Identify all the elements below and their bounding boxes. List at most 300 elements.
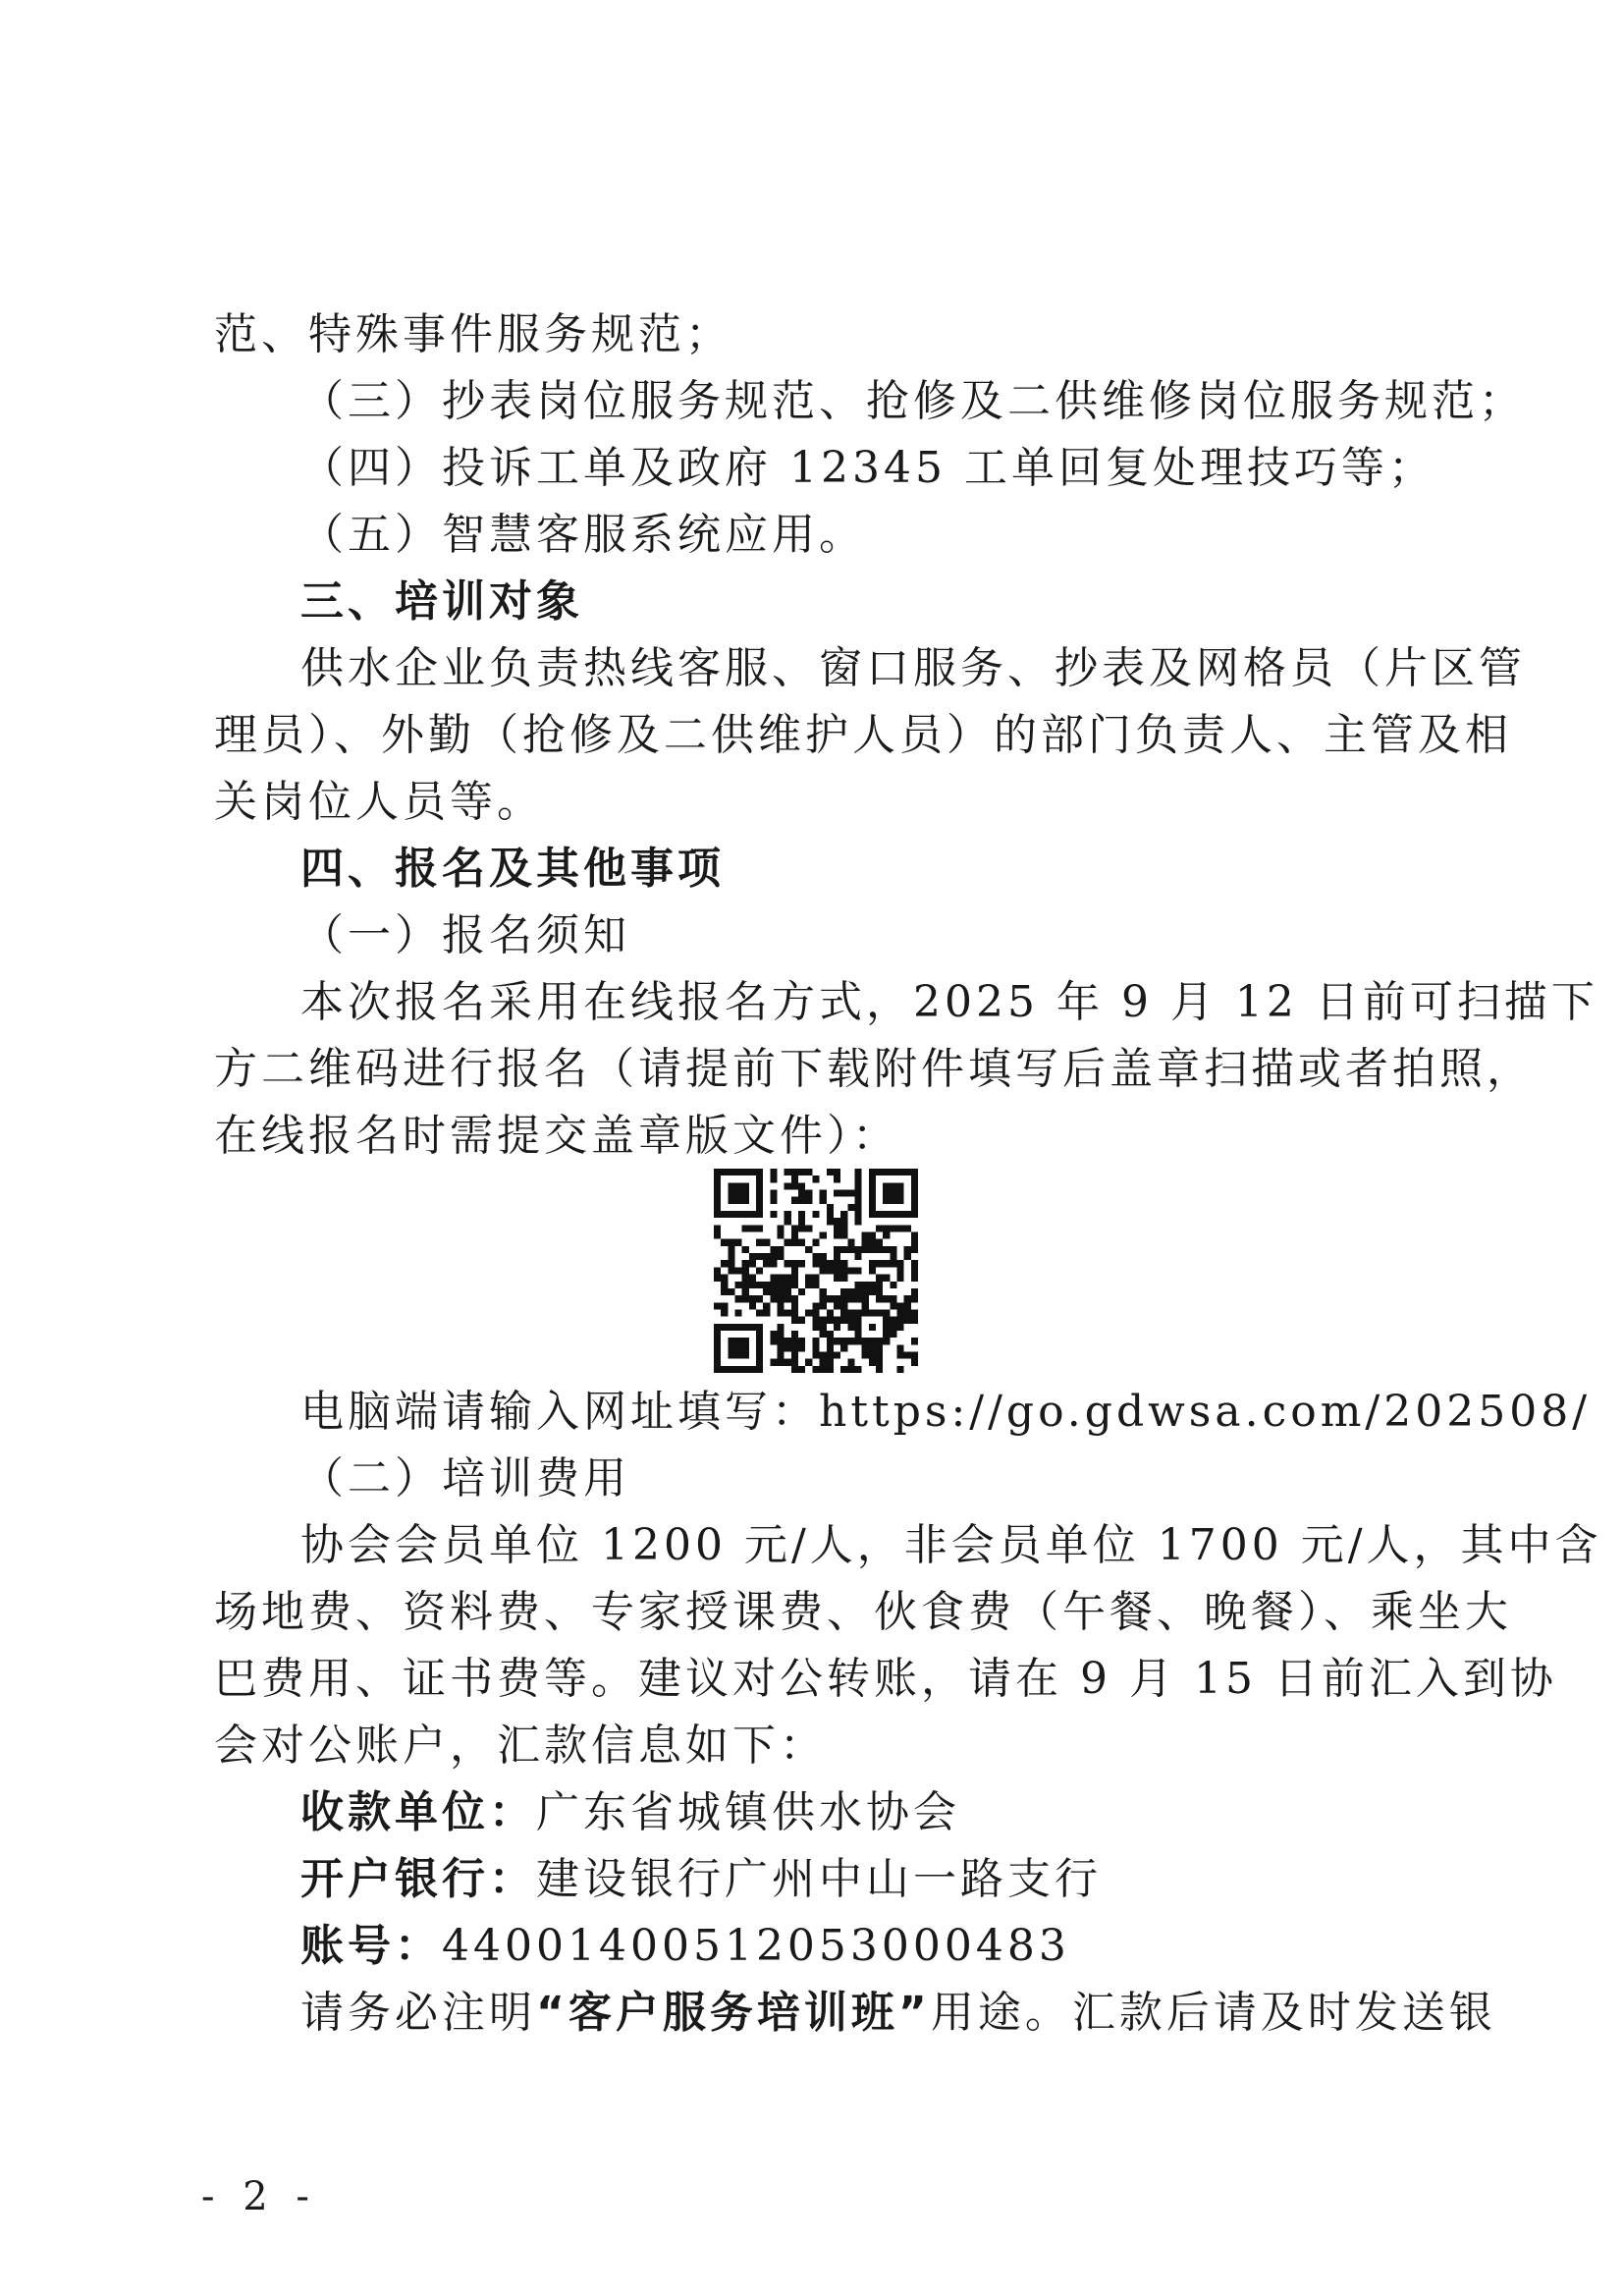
qr-module — [798, 1344, 805, 1351]
qr-module — [911, 1169, 918, 1175]
qr-module — [827, 1211, 834, 1218]
qr-module — [791, 1175, 798, 1182]
qr-module — [791, 1275, 798, 1282]
qr-module — [714, 1338, 721, 1344]
qr-module — [812, 1260, 819, 1267]
qr-module — [890, 1331, 896, 1338]
qr-module — [756, 1366, 763, 1373]
qr-module — [890, 1282, 896, 1288]
qr-module — [756, 1338, 763, 1344]
qr-module — [876, 1246, 883, 1253]
qr-module — [890, 1197, 896, 1204]
qr-module — [812, 1275, 819, 1282]
qr-module — [742, 1225, 749, 1231]
qr-module — [869, 1182, 876, 1189]
payee-value: 广东省城镇供水协会 — [536, 1787, 960, 1837]
qr-module — [896, 1197, 903, 1204]
qr-module — [862, 1282, 869, 1288]
qr-module — [798, 1260, 805, 1267]
qr-module — [728, 1260, 734, 1267]
qr-module — [883, 1246, 890, 1253]
qr-module — [756, 1253, 763, 1260]
qr-module — [904, 1246, 911, 1253]
qr-module — [735, 1169, 742, 1175]
qr-module — [735, 1267, 742, 1274]
qr-module — [798, 1288, 805, 1295]
qr-module — [820, 1197, 827, 1204]
qr-module — [784, 1344, 791, 1351]
qr-module — [834, 1338, 840, 1344]
qr-module — [890, 1295, 896, 1302]
qr-module — [756, 1175, 763, 1182]
qr-module — [728, 1197, 734, 1204]
qr-module — [890, 1225, 896, 1231]
qr-module — [896, 1182, 903, 1189]
qr-module — [847, 1190, 854, 1197]
qr-module — [834, 1246, 840, 1253]
qr-module — [854, 1211, 861, 1218]
qr-module — [791, 1344, 798, 1351]
qr-module — [883, 1275, 890, 1282]
qr-module — [911, 1239, 918, 1246]
qr-module — [876, 1288, 883, 1295]
qr-module — [869, 1246, 876, 1253]
qr-module — [854, 1288, 861, 1295]
qr-module — [791, 1267, 798, 1274]
qr-module — [742, 1282, 749, 1288]
qr-module — [791, 1331, 798, 1338]
qr-module — [784, 1338, 791, 1344]
qr-module — [834, 1232, 840, 1239]
qr-module — [714, 1344, 721, 1351]
qr-module — [756, 1182, 763, 1189]
qr-module — [862, 1232, 869, 1239]
qr-module — [854, 1190, 861, 1197]
qr-module — [840, 1309, 847, 1316]
qr-module — [911, 1359, 918, 1366]
qr-module — [854, 1169, 861, 1175]
qr-module — [827, 1218, 834, 1225]
qr-module — [876, 1260, 883, 1267]
qr-module — [896, 1260, 903, 1267]
qr-module — [778, 1344, 784, 1351]
qr-module — [862, 1295, 869, 1302]
qr-module — [735, 1197, 742, 1204]
qr-module — [812, 1338, 819, 1344]
qr-module — [820, 1302, 827, 1309]
qr-module — [883, 1309, 890, 1316]
qr-module — [805, 1190, 812, 1197]
qr-module — [714, 1302, 721, 1309]
qr-module — [883, 1338, 890, 1344]
qr-module — [770, 1288, 777, 1295]
qr-module — [728, 1267, 734, 1274]
qr-module — [742, 1338, 749, 1344]
qr-module — [834, 1253, 840, 1260]
qr-module — [812, 1317, 819, 1324]
qr-module — [791, 1169, 798, 1175]
fee-text-line-4: 会对公账户，汇款信息如下： — [214, 1721, 827, 1771]
qr-module — [862, 1344, 869, 1351]
qr-module — [742, 1169, 749, 1175]
qr-code-icon[interactable] — [714, 1169, 918, 1373]
fee-text-line-2: 场地费、资料费、专家授课费、伙食费（午餐、晚餐）、乘坐大 — [214, 1587, 1512, 1637]
qr-module — [770, 1331, 777, 1338]
fee-text-line-3: 巴费用、证书费等。建议对公转账，请在 9 月 15 日前汇入到协 — [214, 1654, 1557, 1704]
qr-module — [770, 1359, 777, 1366]
qr-module — [834, 1351, 840, 1358]
qr-module — [827, 1331, 834, 1338]
qr-module — [847, 1239, 854, 1246]
qr-module — [728, 1344, 734, 1351]
qr-module — [770, 1175, 777, 1182]
qr-module — [756, 1282, 763, 1288]
qr-module — [798, 1190, 805, 1197]
qr-module — [847, 1338, 854, 1344]
qr-module — [778, 1302, 784, 1309]
qr-module — [784, 1275, 791, 1282]
qr-module — [834, 1302, 840, 1309]
qr-module — [911, 1295, 918, 1302]
qr-module — [820, 1190, 827, 1197]
qr-module — [820, 1295, 827, 1302]
qr-module — [904, 1302, 911, 1309]
qr-module — [911, 1260, 918, 1267]
bank-row — [300, 1847, 1417, 1912]
qr-module — [763, 1253, 770, 1260]
qr-module — [854, 1282, 861, 1288]
qr-module — [883, 1211, 890, 1218]
qr-module — [820, 1288, 827, 1295]
qr-module — [911, 1232, 918, 1239]
qr-module — [791, 1225, 798, 1231]
qr-module — [770, 1197, 777, 1204]
qr-module — [820, 1366, 827, 1373]
qr-module — [742, 1246, 749, 1253]
qr-module — [749, 1302, 756, 1309]
qr-module — [721, 1288, 728, 1295]
qr-module — [791, 1197, 798, 1204]
qr-module — [862, 1309, 869, 1316]
qr-module — [721, 1275, 728, 1282]
qr-module — [791, 1182, 798, 1189]
qr-module — [784, 1288, 791, 1295]
qr-module — [834, 1175, 840, 1182]
qr-module — [735, 1182, 742, 1189]
qr-module — [728, 1351, 734, 1358]
qr-module — [728, 1366, 734, 1373]
qr-module — [820, 1317, 827, 1324]
qr-module — [721, 1309, 728, 1316]
qr-module — [862, 1302, 869, 1309]
note-highlight: “客户服务培训班” — [536, 1988, 931, 2038]
qr-module — [728, 1239, 734, 1246]
qr-module — [869, 1197, 876, 1204]
qr-module — [834, 1190, 840, 1197]
qr-module — [847, 1267, 854, 1274]
qr-module — [714, 1275, 721, 1282]
registration-text-line-2: 方二维码进行报名（请提前下载附件填写后盖章扫描或者拍照， — [214, 1044, 1534, 1094]
qr-module — [791, 1338, 798, 1344]
qr-module — [735, 1282, 742, 1288]
qr-module — [784, 1309, 791, 1316]
qr-module — [840, 1366, 847, 1373]
qr-module — [904, 1253, 911, 1260]
qr-module — [827, 1309, 834, 1316]
qr-module — [911, 1288, 918, 1295]
qr-module — [714, 1351, 721, 1358]
qr-module — [840, 1275, 847, 1282]
qr-module — [876, 1338, 883, 1344]
qr-module — [854, 1267, 861, 1274]
qr-module — [820, 1359, 827, 1366]
qr-module — [798, 1239, 805, 1246]
qr-module — [791, 1351, 798, 1358]
qr-module — [854, 1338, 861, 1344]
qr-module — [770, 1282, 777, 1288]
qr-module — [770, 1246, 777, 1253]
qr-module — [791, 1366, 798, 1373]
qr-module — [834, 1267, 840, 1274]
qr-module — [805, 1275, 812, 1282]
qr-module — [896, 1275, 903, 1282]
qr-module — [784, 1239, 791, 1246]
qr-module — [876, 1344, 883, 1351]
qr-module — [869, 1351, 876, 1358]
qr-module — [890, 1182, 896, 1189]
qr-module — [834, 1295, 840, 1302]
qr-module — [805, 1225, 812, 1231]
qr-module — [904, 1309, 911, 1316]
qr-module — [862, 1288, 869, 1295]
qr-module — [714, 1366, 721, 1373]
qr-module — [869, 1204, 876, 1211]
qr-module — [840, 1232, 847, 1239]
payee-row — [300, 1780, 1417, 1845]
qr-module — [896, 1317, 903, 1324]
qr-module — [911, 1182, 918, 1189]
qr-module — [742, 1351, 749, 1358]
qr-module — [749, 1282, 756, 1288]
qr-module — [805, 1169, 812, 1175]
qr-module — [798, 1225, 805, 1231]
qr-module — [827, 1338, 834, 1344]
qr-module — [869, 1344, 876, 1351]
qr-module — [812, 1239, 819, 1246]
qr-module — [869, 1324, 876, 1331]
qr-module — [749, 1366, 756, 1373]
qr-module — [883, 1197, 890, 1204]
qr-module — [820, 1324, 827, 1331]
qr-module — [876, 1211, 883, 1218]
qr-module — [791, 1232, 798, 1239]
qr-module — [728, 1211, 734, 1218]
qr-module — [728, 1324, 734, 1331]
qr-module — [749, 1324, 756, 1331]
qr-module — [827, 1260, 834, 1267]
qr-module — [904, 1225, 911, 1231]
qr-module — [883, 1169, 890, 1175]
qr-module — [756, 1197, 763, 1204]
qr-module — [854, 1182, 861, 1189]
qr-module — [840, 1218, 847, 1225]
qr-module — [714, 1232, 721, 1239]
qr-module — [742, 1260, 749, 1267]
qr-module — [890, 1253, 896, 1260]
qr-module — [805, 1282, 812, 1288]
qr-module — [812, 1366, 819, 1373]
qr-module — [778, 1351, 784, 1358]
qr-module — [756, 1225, 763, 1231]
qr-module — [778, 1253, 784, 1260]
qr-module — [890, 1211, 896, 1218]
qr-module — [784, 1211, 791, 1218]
qr-module — [904, 1317, 911, 1324]
qr-module — [820, 1260, 827, 1267]
qr-module — [904, 1211, 911, 1218]
qr-module — [721, 1211, 728, 1218]
qr-module — [876, 1359, 883, 1366]
qr-module — [742, 1275, 749, 1282]
qr-module — [728, 1288, 734, 1295]
qr-module — [721, 1239, 728, 1246]
qr-module — [778, 1288, 784, 1295]
qr-module — [784, 1182, 791, 1189]
note-prefix: 请务必注明 — [300, 1988, 536, 2038]
section-3-heading: 三、培训对象 — [300, 576, 583, 627]
qr-module — [749, 1169, 756, 1175]
qr-module — [847, 1204, 854, 1211]
qr-module — [784, 1282, 791, 1288]
qr-module — [911, 1197, 918, 1204]
qr-module — [847, 1324, 854, 1331]
qr-module — [862, 1338, 869, 1344]
qr-module — [896, 1302, 903, 1309]
account-value: 44001400512053000483 — [442, 1921, 1070, 1971]
qr-module — [770, 1253, 777, 1260]
qr-module — [735, 1239, 742, 1246]
qr-module — [742, 1295, 749, 1302]
qr-module — [714, 1359, 721, 1366]
qr-module — [904, 1295, 911, 1302]
qr-module — [890, 1190, 896, 1197]
qr-module — [805, 1246, 812, 1253]
qr-module — [883, 1232, 890, 1239]
qr-module — [854, 1317, 861, 1324]
qr-module — [770, 1260, 777, 1267]
qr-module — [862, 1246, 869, 1253]
qr-module — [742, 1288, 749, 1295]
registration-text-line-3: 在线报名时需提交盖章版文件）： — [214, 1111, 899, 1161]
qr-module — [827, 1351, 834, 1358]
qr-module — [791, 1282, 798, 1288]
list-item-5: （五）智慧客服系统应用。 — [300, 510, 866, 560]
registration-text-line-1: 本次报名采用在线报名方式，2025 年 9 月 12 日前可扫描下 — [300, 977, 1598, 1027]
qr-module — [778, 1282, 784, 1288]
qr-module — [911, 1175, 918, 1182]
qr-module — [805, 1197, 812, 1204]
qr-module — [756, 1211, 763, 1218]
qr-module — [798, 1338, 805, 1344]
qr-module — [876, 1295, 883, 1302]
qr-module — [854, 1295, 861, 1302]
qr-module — [756, 1324, 763, 1331]
qr-module — [749, 1253, 756, 1260]
qr-module — [791, 1260, 798, 1267]
qr-module — [721, 1282, 728, 1288]
qr-module — [854, 1366, 861, 1373]
qr-module — [763, 1282, 770, 1288]
qr-module — [763, 1288, 770, 1295]
qr-module — [876, 1366, 883, 1373]
qr-module — [756, 1344, 763, 1351]
qr-module — [721, 1169, 728, 1175]
qr-module — [749, 1295, 756, 1302]
qr-module — [869, 1282, 876, 1288]
qr-module — [735, 1295, 742, 1302]
qr-module — [883, 1317, 890, 1324]
qr-module — [883, 1260, 890, 1267]
qr-module — [890, 1317, 896, 1324]
bank-label: 开户银行： — [300, 1854, 536, 1904]
qr-module — [756, 1267, 763, 1274]
qr-module — [840, 1260, 847, 1267]
qr-module — [911, 1246, 918, 1253]
qr-module — [770, 1169, 777, 1175]
qr-module — [714, 1182, 721, 1189]
subsection-2-heading: （二）培训费用 — [300, 1453, 630, 1503]
qr-module — [827, 1267, 834, 1274]
qr-module — [896, 1169, 903, 1175]
qr-module — [784, 1359, 791, 1366]
qr-module — [770, 1211, 777, 1218]
qr-module — [911, 1211, 918, 1218]
qr-module — [869, 1288, 876, 1295]
qr-module — [896, 1344, 903, 1351]
section-3-text-line-1: 供水企业负责热线客服、窗口服务、抄表及网格员（片区管 — [300, 643, 1526, 693]
qr-module — [798, 1182, 805, 1189]
qr-module — [778, 1324, 784, 1331]
qr-module — [854, 1253, 861, 1260]
qr-module — [714, 1331, 721, 1338]
qr-module — [854, 1331, 861, 1338]
qr-module — [869, 1338, 876, 1344]
qr-module — [735, 1338, 742, 1344]
qr-module — [798, 1218, 805, 1225]
qr-module — [742, 1182, 749, 1189]
qr-module — [840, 1295, 847, 1302]
qr-module — [770, 1338, 777, 1344]
qr-module — [778, 1232, 784, 1239]
qr-module — [890, 1302, 896, 1309]
qr-module — [896, 1324, 903, 1331]
qr-module — [756, 1359, 763, 1366]
qr-module — [869, 1232, 876, 1239]
qr-module — [749, 1211, 756, 1218]
qr-module — [834, 1225, 840, 1231]
qr-module — [812, 1344, 819, 1351]
qr-module — [812, 1302, 819, 1309]
qr-module — [869, 1359, 876, 1366]
qr-module — [756, 1331, 763, 1338]
qr-module — [778, 1275, 784, 1282]
qr-module — [714, 1190, 721, 1197]
qr-module — [890, 1169, 896, 1175]
qr-module — [714, 1175, 721, 1182]
paragraph-continuation: 范、特殊事件服务规范； — [214, 309, 732, 359]
qr-module — [721, 1366, 728, 1373]
qr-module — [847, 1359, 854, 1366]
